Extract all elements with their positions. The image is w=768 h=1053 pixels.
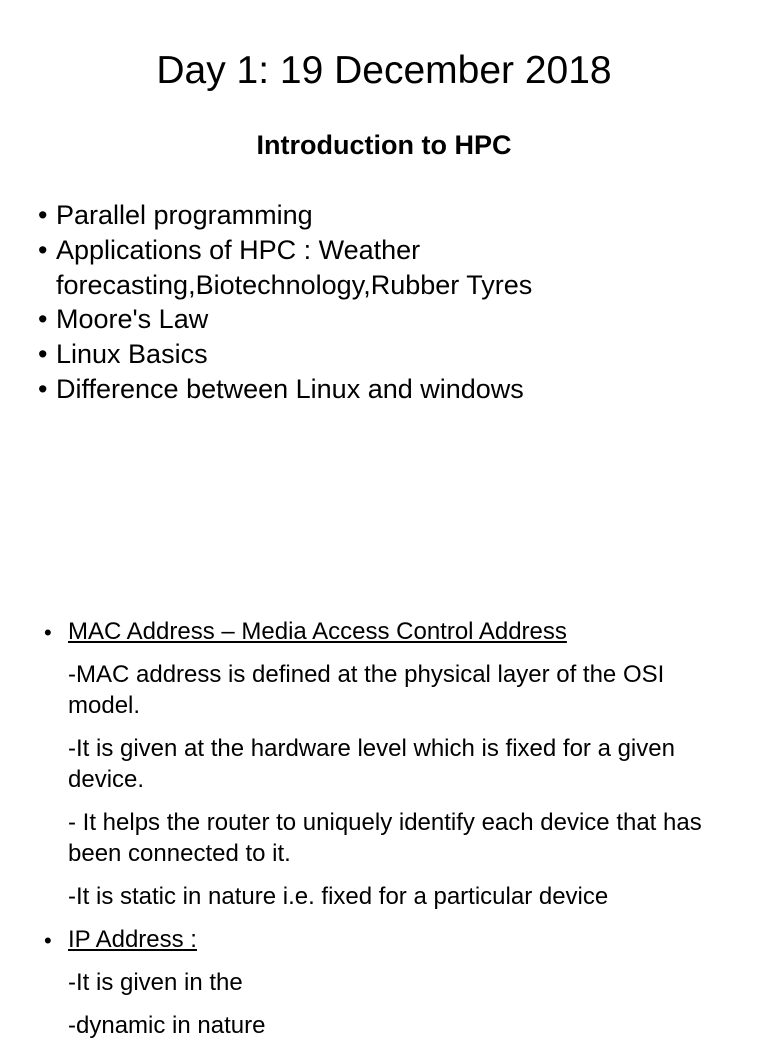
mac-paragraph: - It helps the router to uniquely identify each device that has been connected to it. — [68, 809, 702, 867]
bullet-dot-icon: • — [44, 928, 52, 953]
list-item — [38, 233, 748, 303]
mac-paragraph: -It is given at the hardware level which is fixed for a given device. — [68, 735, 675, 793]
address-topics-list — [44, 616, 724, 1053]
bullet-dot-icon: • — [38, 339, 48, 370]
bullet-dot-icon: • — [38, 304, 48, 335]
slide-2 — [0, 576, 768, 1039]
list-item-text: Linux Basics — [56, 339, 208, 370]
ip-paragraph: -It is given in the — [68, 969, 243, 996]
bullet-dot-icon: • — [44, 620, 52, 645]
list-item — [38, 302, 748, 337]
bullet-dot-icon: • — [38, 200, 48, 230]
slide-title: Day 1: 19 December 2018 — [156, 49, 612, 92]
bullet-dot-icon: • — [38, 373, 48, 404]
slide-subtitle: Introduction to HPC — [256, 130, 512, 160]
list-item — [38, 372, 748, 407]
ip-address-heading: IP Address : — [68, 926, 197, 953]
topic-list — [38, 198, 748, 407]
ip-address-section — [44, 924, 724, 1041]
list-item-text: Applications of HPC : Weather forecasting,Biotechnology,Rubber Tyres — [56, 234, 533, 300]
mac-address-heading: MAC Address – Media Access Control Address — [68, 618, 567, 645]
list-item — [38, 337, 748, 372]
list-item-text: Parallel programming — [56, 200, 313, 230]
bullet-dot-icon: • — [38, 234, 48, 265]
mac-paragraph: -MAC address is defined at the physical layer of the OSI model. — [68, 661, 665, 719]
mac-address-section — [44, 616, 724, 912]
ip-paragraph: -dynamic in nature — [68, 1012, 266, 1039]
list-item-text: Difference between Linux and windows — [56, 373, 524, 404]
list-item-text: Moore's Law — [56, 304, 209, 335]
mac-paragraph: -It is static in nature i.e. fixed for a particular device — [68, 883, 609, 910]
list-item — [38, 198, 748, 233]
